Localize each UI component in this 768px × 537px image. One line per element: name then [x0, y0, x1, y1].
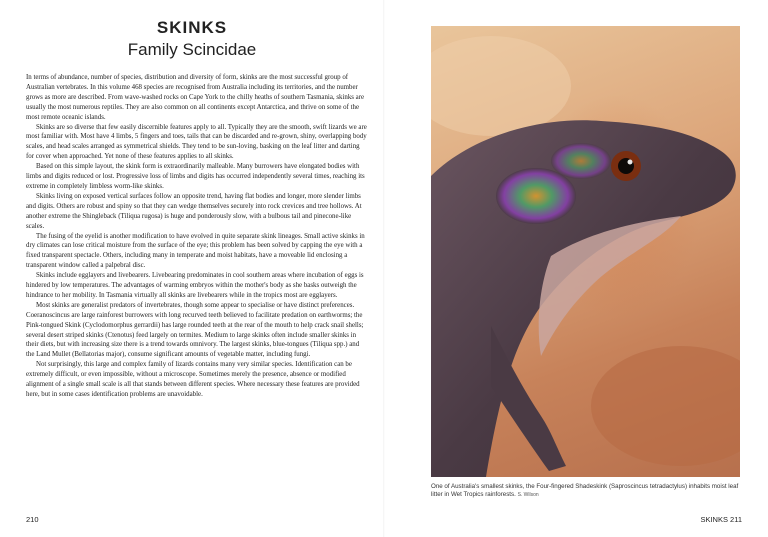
leaf-litter-blur — [431, 36, 571, 136]
paragraph: Skinks living on exposed vertical surfaces follow an opposite trend, having flat bodies and longer, more slender limbs and digits. Others are robust and spiny so that they can wedge themselves securely into rock crevices and tree hollows. At another extreme the Shingleback (Tiliqua rugosa) is huge and ponderously slow, with a bulbous tail and pinecone-like scales. — [26, 192, 362, 230]
paragraph: The fusing of the eyelid is another modification to have evolved in quite separate skink lineages. Small active skinks in dry climates can lose critical moisture from the surface of the eye; this problem has been solved by capping the eye with a fixed transparent spectacle. Others, including many in temperate and moist habitats, have a moveable lid enclosing a transparent window called a palpebral disc. — [26, 232, 365, 270]
skink-illustration — [431, 26, 740, 477]
paragraph: Skinks are so diverse that few easily discernible features apply to all. Typically they are the smooth, swift lizards we are most familiar with. Most have 4 limbs, 5 fingers and toes, tails that can be discarded and re-grown, shiny, overlapping body scales, and head scales arranged as symmetrical shields. They tend to be sun-loving, basking on the leaf litter and darting for cover when approached. Yet none of these features applies to all skinks. — [26, 123, 367, 161]
photo-caption — [431, 483, 743, 500]
paragraph: In terms of abundance, number of species, distribution and diversity of form, skinks are the most successful group of Australian vertebrates. In this volume 468 species are recognised from Australia including its territories, and the number grows as more are described. From wave-washed rocks on Cape York to the chilly heaths of southern Tasmania, skinks are usually the most numerous reptiles. They are also common on all continents except Antarctica, and thrive on some of the most remote oceanic islands. — [26, 74, 365, 121]
caption-text: One of Australia's smallest skinks, the Four-fingered Shadeskink (Saproscincus tetradactylus) inhabits moist leaf litter in Wet Tropics rainforests. — [431, 483, 739, 499]
paragraph: Not surprisingly, this large and complex family of lizards contains many very similar species. Identification can be extremely difficult, or even impossible, without a microscope. Sometimes merely the presence, absence or modified alignment of a single small scale is all that stands between different species. Where necessary these features are provided here, but in some cases identification problems are unavoidable. — [26, 361, 360, 398]
page-subtitle: Family Scincidae — [127, 40, 257, 59]
four-fingered-shadeskink-photo — [431, 26, 740, 477]
right-page — [384, 0, 768, 537]
iridescent-scales — [551, 143, 611, 179]
body-text — [26, 73, 368, 503]
iridescent-scales — [496, 168, 576, 224]
paragraph: Based on this simple layout, the skink form is extraordinarily malleable. Many burrowers have elongated bodies with limbs and digits reduced or lost. Progressive loss of limbs and digits has occurred independently several times, reaching its extreme in completely limbless worm-like skinks. — [26, 163, 365, 190]
paragraph: Most skinks are generalist predators of invertebrates, though some appear to specialise or have distinct preferences. Coeranoscincus are large rainforest burrowers with long recurved teeth believed to facilitate predation on earthworms; the Pink-tongued Skink (Cyclodomorphus gerrardii) has large rounded teeth at the rear of the mouth to help crack snail shells; several desert striped skinks (Ctenotus) feed largely on termites. Medium to large skinks often include smaller skinks in their diets, but with increasing size there is a trend towards omnivory. The largest skinks, blue-tongues (Tiliqua spp.) and the Land Mullet (Bellatorias major), consume significant amounts of vegetable matter, including fungi. — [26, 301, 364, 359]
page-title: SKINKS — [156, 18, 228, 37]
eye-highlight — [628, 160, 633, 165]
leaf-litter-blur — [591, 346, 740, 466]
photo-credit: S. Wilson — [517, 492, 539, 499]
paragraph: Skinks include egglayers and livebearers. Livebearing predominates in cool southern areas where incubation of eggs is hindered by low temperatures. The advantages of warming embryos within the mother's body as she basks outweigh the hindrance to her mobility. In Tasmania virtually all skinks are livebearers while in the tropics most are egglayers. — [26, 272, 364, 299]
page-number-right: SKINKS 211 — [700, 515, 742, 524]
page-number-left: 210 — [26, 515, 39, 524]
